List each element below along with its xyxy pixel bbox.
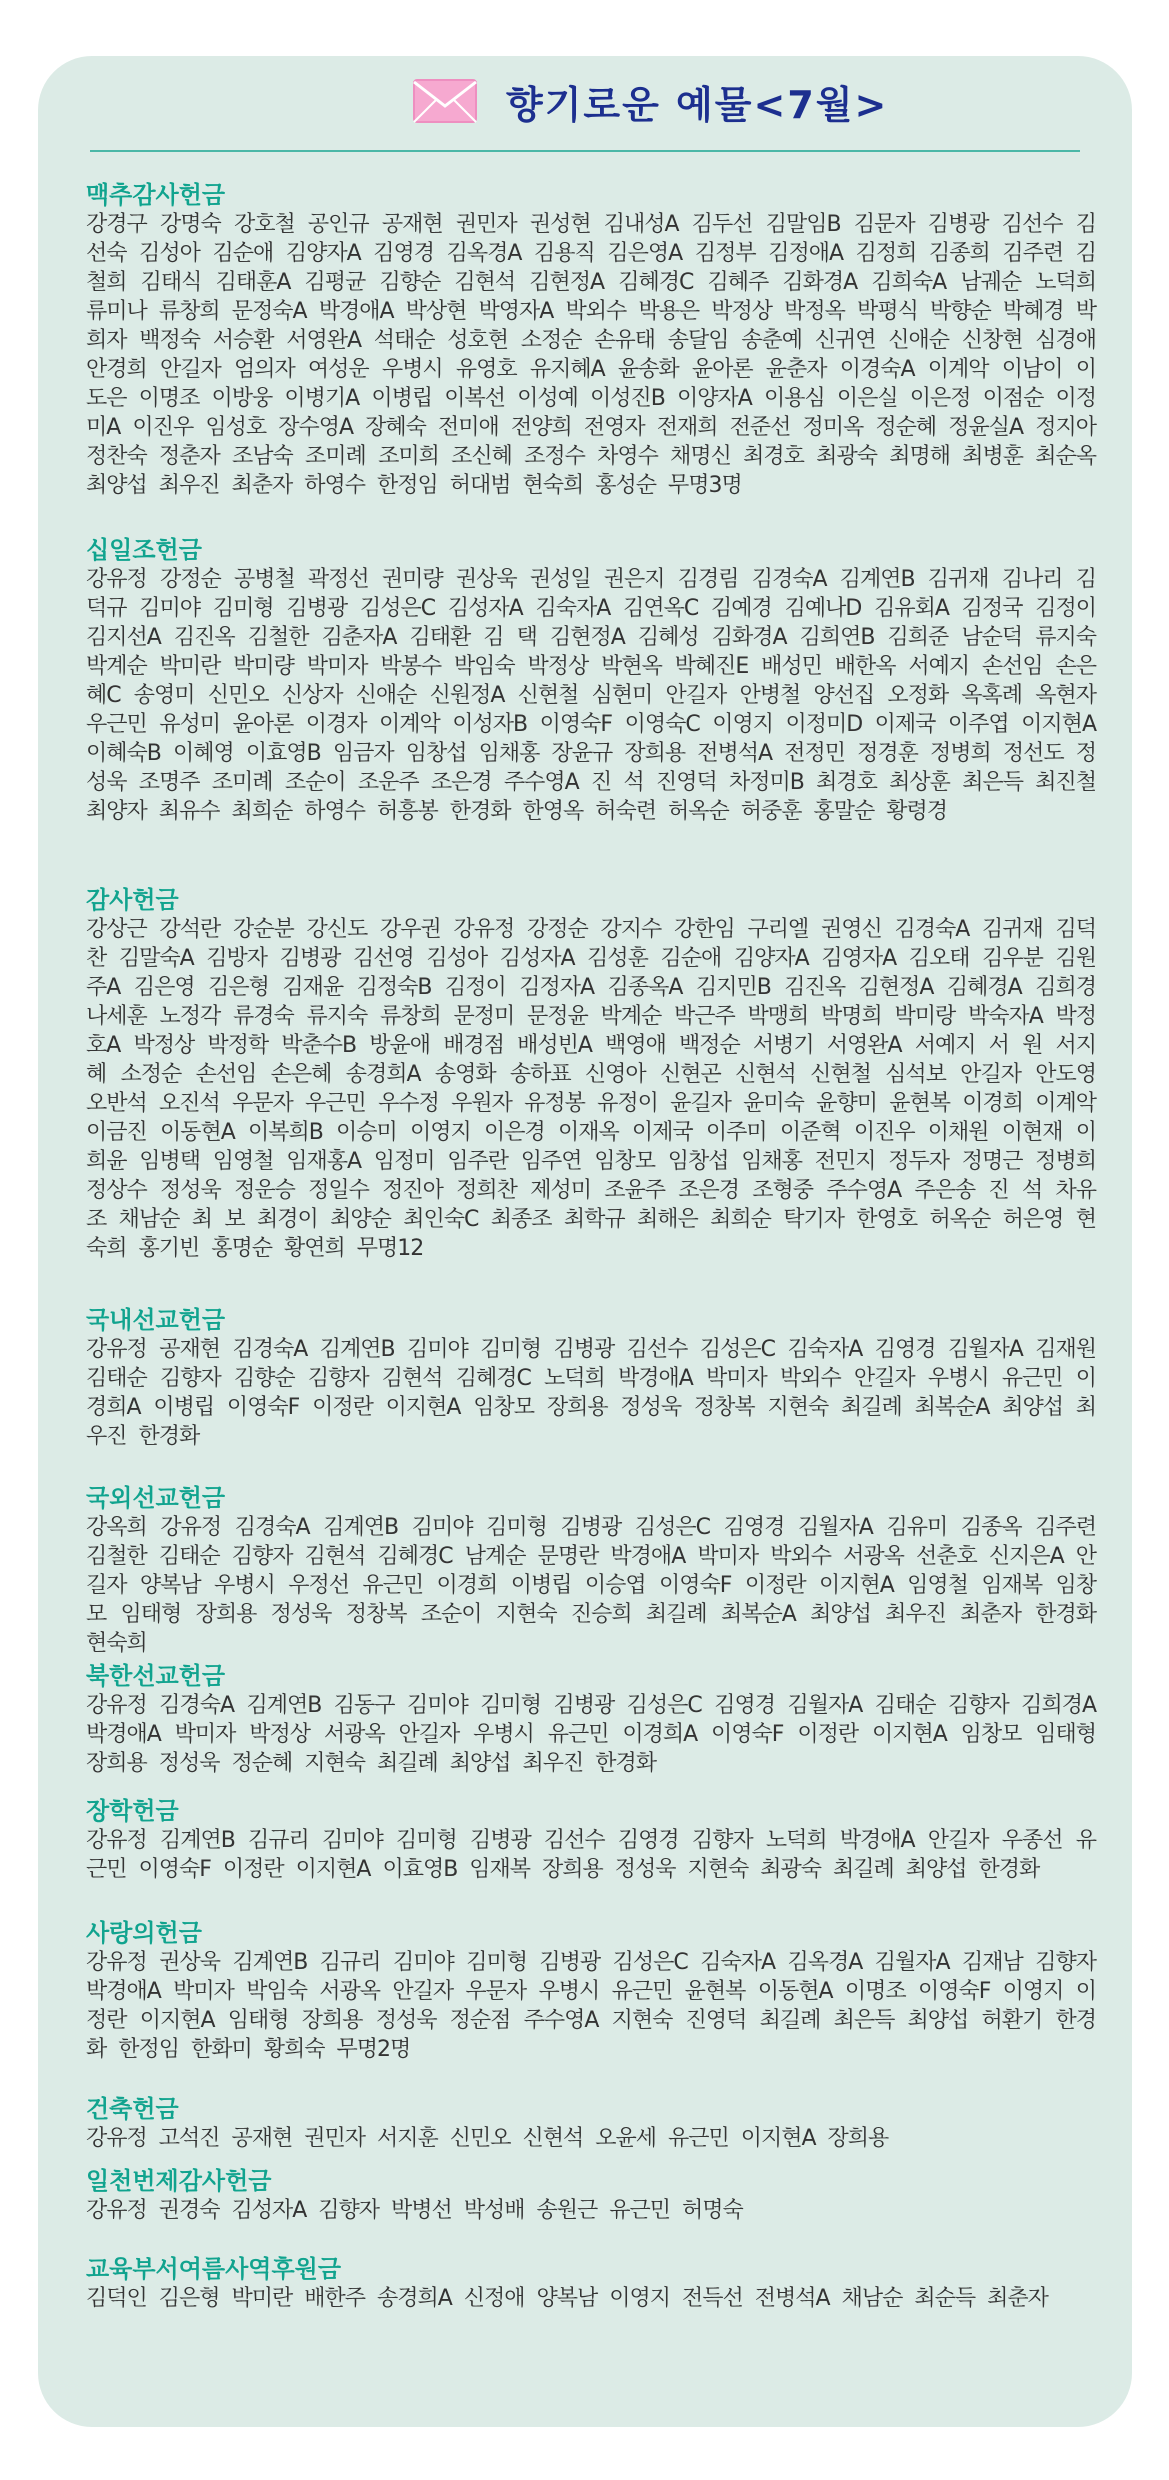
section-overseas-mission [86, 1483, 1096, 1661]
section-scholarship [86, 1796, 1096, 1918]
title-divider [90, 150, 1080, 152]
donor-names: 김덕인 김은형 박미란 배한주 송경희A 신정애 양복남 이영지 전득선 전병석A 채남순 최순득 최춘자 [86, 2286, 1048, 2311]
section-title: 교육부서여름사역후원금 [86, 2255, 342, 2283]
envelope-icon [412, 78, 478, 124]
section-title: 국내선교헌금 [86, 1306, 226, 1334]
section-domestic-mission [86, 1305, 1096, 1483]
page-title: 향기로운 예물<7월> [506, 83, 889, 127]
section-love [86, 1918, 1096, 2094]
section-building [86, 2094, 1096, 2166]
section-title: 사랑의헌금 [86, 1919, 202, 1947]
section-title: 십일조헌금 [86, 536, 202, 564]
donor-names: 강유정 김계연B 김규리 김미야 김미형 김병광 김선수 김영경 김향자 노덕희 박경애A 안길자 우종선 유근민 이영숙F 이정란 이지현A 이효영B 임재복 장희용 정성욱 지현숙 최광숙 최길례 최양섭 한경화 [86, 1828, 1096, 1882]
section-list [86, 180, 1096, 2314]
donor-names: 강유정 권경숙 김성자A 김향자 박병선 박성배 송원근 유근민 허명숙 [86, 2198, 743, 2223]
section-thousand-offering [86, 2166, 1096, 2254]
donor-names: 강유정 공재현 김경숙A 김계연B 김미야 김미형 김병광 김선수 김성은C 김숙자A 김영경 김월자A 김재원 김태순 김향자 김향순 김향자 김현석 김혜경C 노덕희 박경애A 박미자 박외수 안길자 우병시 유근민 이경희A 이병립 이영숙F 이정란 이지현A 임창모 장희용 정성욱 정창복 지현숙 최길례 최복순A 최양섭 최우진 한경화 [86, 1337, 1096, 1449]
section-title: 국외선교헌금 [86, 1484, 226, 1512]
donor-names: 강유정 강정순 공병철 곽정선 권미량 권상욱 권성일 권은지 김경림 김경숙A 김계연B 김귀재 김나리 김덕규 김미야 김미형 김병광 김성은C 김성자A 김숙자A 김연옥C 김예경 김예나D 김유회A 김정국 김정이 김지선A 김진옥 김철한 김춘자A 김태환 김 택 김현정A 김혜성 김화경A 김희연B 김희준 남순덕 류지숙 박계순 박미란 박미량 박미자 박봉수 박임숙 박정상 박현옥 박혜진E 배성민 배한옥 서예지 손선임 손은혜C 송영미 신민오 신상자 신애순 신원정A 신현철 심현미 안길자 안병철 양선집 오정화 옥혹례 옥현자 우근민 유성미 윤아론 이경자 이계악 이성자B 이영숙F 이영숙C 이영지 이정미D 이제국 이주엽 이지현A 이혜숙B 이혜영 이효영B 임금자 임창섭 임채홍 장윤규 장희용 전병석A 전정민 정경훈 정병희 정선도 정성욱 조명주 조미례 조순이 조운주 조은경 주수영A 진 석 진영덕 차정미B 최경호 최상훈 최은득 최진철 최양자 최유수 최희순 하영수 허흥봉 한경화 한영옥 허숙련 허옥순 허중훈 홍말순 황령경 [86, 567, 1096, 824]
section-north-korea-mission [86, 1661, 1096, 1796]
section-title: 맥추감사헌금 [86, 181, 226, 209]
donor-names: 강상근 강석란 강순분 강신도 강우권 강유정 강정순 강지수 강한임 구리엘 권영신 김경숙A 김귀재 김덕찬 김말숙A 김방자 김병광 김선영 김성아 김성자A 김성훈 김순애 김양자A 김영자A 김오태 김우분 김원주A 김은영 김은형 김재윤 김정숙B 김정이 김정자A 김종옥A 김지민B 김진옥 김현정A 김혜경A 김희경 나세훈 노정각 류경숙 류지숙 류창희 문정미 문정윤 박계순 박근주 박맹희 박명희 박미랑 박숙자A 박정호A 박정상 박정학 박춘수B 방윤애 배경점 배성빈A 백영애 백정순 서병기 서영완A 서예지 서 원 서지혜 소정순 손선임 손은혜 송경희A 송영화 송하표 신영아 신현곤 신현석 신현철 심석보 안길자 안도영 오반석 오진석 우문자 우근민 우수정 우원자 유정봉 유정이 윤길자 윤미숙 윤향미 윤현복 이경희 이계악 이금진 이동현A 이복희B 이승미 이영지 이은경 이재옥 이제국 이주미 이준혁 이진우 이채원 이현재 이희윤 임병택 임영철 임재홍A 임정미 임주란 임주연 임창모 임창섭 임채홍 전민지 정두자 정명근 정병희 정상수 정성욱 정운승 정일수 정진아 정희찬 제성미 조윤주 조은경 조형중 주수영A 주은송 진 석 차유조 채남순 최 보 최경이 최양순 최인숙C 최종조 최학규 최해은 최희순 탁기자 한영호 허옥순 허은영 현숙희 홍기빈 홍명순 황연희 무명12 [86, 917, 1096, 1261]
offering-card [38, 56, 1132, 2427]
section-title: 일천번제감사헌금 [86, 2167, 272, 2195]
donor-names: 강유정 권상욱 김계연B 김규리 김미야 김미형 김병광 김성은C 김숙자A 김옥경A 김월자A 김재남 김향자 박경애A 박미자 박임숙 서광옥 안길자 우문자 우병시 유근민 윤현복 이동현A 이명조 이영숙F 이영지 이정란 이지현A 임태형 장희용 정성욱 정순점 주수영A 지현숙 진영덕 최길례 최은득 최양섭 허환기 한경화 한정임 한화미 황희숙 무명2명 [86, 1950, 1097, 2062]
donor-names: 강경구 강명숙 강호철 공인규 공재현 권민자 권성현 김내성A 김두선 김말임B 김문자 김병광 김선수 김선숙 김성아 김순애 김양자A 김영경 김옥경A 김용직 김은영A 김정부 김정애A 김정희 김종희 김주련 김철희 김태식 김태훈A 김평균 김향순 김현석 김현정A 김혜경C 김혜주 김화경A 김희숙A 남궤순 노덕희 류미나 류창희 문정숙A 박경애A 박상현 박영자A 박외수 박용은 박정상 박정옥 박평식 박향순 박혜경 박희자 백정숙 서승환 서영완A 석태순 성호현 소정순 손유태 송달임 송춘예 신귀연 신애순 신창현 심경애 안경희 안길자 엄의자 여성운 우병시 유영호 유지혜A 윤송화 윤아론 윤춘자 이경숙A 이계악 이남이 이도은 이명조 이방웅 이병기A 이병립 이복선 이성예 이성진B 이양자A 이용심 이은실 이은정 이점순 이정미A 이진우 임성호 장수영A 장혜숙 전미애 전양희 전영자 전재희 전준선 정미옥 정순혜 정윤실A 정지아 정찬숙 정춘자 조남숙 조미례 조미희 조신혜 조정수 차영수 채명신 최경호 최광숙 최명해 최병훈 최순옥 최양섭 최우진 최춘자 하영수 한정임 허대범 현숙희 홍성순 무명3명 [86, 212, 1097, 498]
section-thanksgiving-harvest [86, 180, 1096, 535]
donor-names: 강옥희 강유정 김경숙A 김계연B 김미야 김미형 김병광 김성은C 김영경 김월자A 김유미 김종옥 김주련 김철한 김태순 김향자 김현석 김혜경C 남계순 문명란 박경애A 박미자 박외수 서광옥 선춘호 신지은A 안길자 양복남 우병시 우정선 유근민 이경희 이병립 이승엽 이영숙F 이정란 이지현A 임영철 임재복 임창모 임태형 장희용 정성욱 정창복 조순이 지현숙 진승희 최길례 최복순A 최양섭 최우진 최춘자 한경화 현숙희 [86, 1515, 1096, 1656]
section-tithe [86, 535, 1096, 885]
section-title: 장학헌금 [86, 1797, 179, 1825]
section-title: 건축헌금 [86, 2095, 179, 2123]
section-thanks [86, 885, 1096, 1305]
donor-names: 강유정 김경숙A 김계연B 김동구 김미야 김미형 김병광 김성은C 김영경 김월자A 김태순 김향자 김희경A 박경애A 박미자 박정상 서광옥 안길자 우병시 유근민 이경희A 이영숙F 이정란 이지현A 임창모 임태형 장희용 정성욱 정순혜 지현숙 최길례 최양섭 최우진 한경화 [86, 1693, 1096, 1776]
section-title: 북한선교헌금 [86, 1662, 226, 1690]
section-title: 감사헌금 [86, 886, 179, 914]
section-education-summer [86, 2254, 1096, 2314]
donor-names: 강유정 고석진 공재현 권민자 서지훈 신민오 신현석 오윤세 유근민 이지현A 장희용 [86, 2126, 889, 2151]
